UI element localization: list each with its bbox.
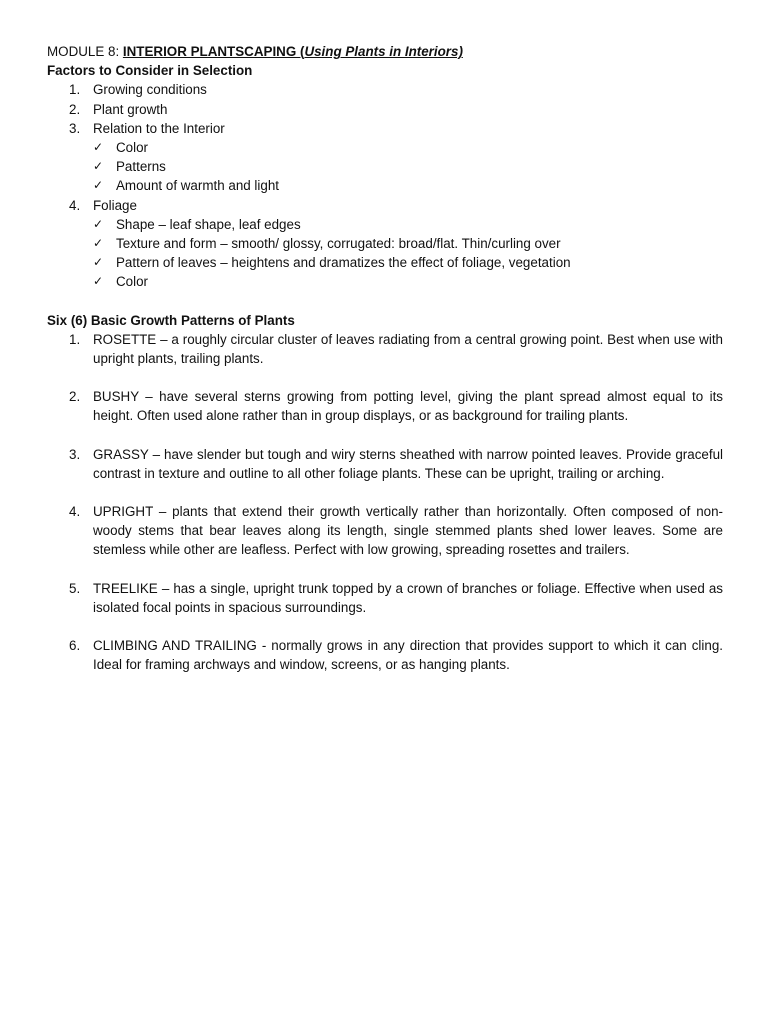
list-item [47, 579, 723, 617]
check-item-text: Color [116, 274, 148, 290]
factors-heading: Factors to Consider in Selection [47, 63, 253, 79]
check-item [47, 138, 723, 157]
list-item-text: CLIMBING AND TRAILING - normally grows in any direction that provides support to which it can cling. Ideal for framing archways and window, screens, or as hanging plants. [93, 638, 723, 673]
check-item [47, 253, 723, 272]
list-item-text: GRASSY – have slender but tough and wiry sterns sheathed with narrow pointed leaves. Provide graceful contrast in texture and outline to all other foliage plants. These can be upright, trailing or arching. [93, 446, 723, 481]
list-number: 3. [69, 446, 81, 462]
list-item [47, 330, 723, 368]
checkmark-icon: ✓ [93, 236, 104, 251]
list-item [47, 445, 723, 483]
growth-heading: Six (6) Basic Growth Patterns of Plants [47, 312, 295, 328]
list-number: 4. [69, 504, 81, 520]
list-item-text: BUSHY – have several sterns growing from potting level, giving the plant spread almost equal to its height. Often used alone rather than in group displays, or as background for trailing plants. [93, 389, 723, 424]
module-title-italic: Using Plants in Interiors) [304, 44, 463, 59]
module-title-line [47, 42, 723, 61]
checkmark-icon: ✓ [93, 255, 104, 270]
checkmark-icon: ✓ [93, 274, 104, 289]
list-number: 5. [69, 580, 81, 596]
list-item [47, 196, 723, 215]
list-item-text: Growing conditions [93, 82, 207, 98]
check-item-text: Amount of warmth and light [116, 178, 280, 194]
check-item-text: Texture and form – smooth/ glossy, corrugated: broad/flat. Thin/curling over [116, 236, 561, 252]
list-item [47, 502, 723, 560]
list-item-text: Foliage [93, 197, 137, 213]
list-item [47, 119, 723, 138]
list-item-text: ROSETTE – a roughly circular cluster of leaves radiating from a central growing point. Best when use with upright plants, trailing plants. [93, 331, 723, 367]
checkmark-icon: ✓ [93, 178, 104, 193]
checkmark-icon: ✓ [93, 159, 104, 174]
check-item-text: Patterns [116, 159, 166, 175]
checkmark-icon: ✓ [93, 216, 104, 231]
list-item [47, 387, 723, 425]
check-item-text: Pattern of leaves – heightens and dramatizes the effect of foliage, vegetation [116, 255, 571, 271]
list-number: 4. [69, 197, 81, 213]
list-item-text: UPRIGHT – plants that extend their growth vertically rather than horizontally. Often composed of non-woody stems that bear leaves along its length, single stemmed plants shed lower leaves. Some are stemless while other are leafless. Perfect with low growing, spreading rosettes and trailers. [93, 504, 723, 558]
check-item [47, 234, 723, 253]
checkmark-icon: ✓ [93, 140, 104, 155]
module-title-main: INTERIOR PLANTSCAPING ( [122, 44, 305, 59]
check-item-text: Shape – leaf shape, leaf edges [116, 216, 301, 232]
list-item [47, 636, 723, 674]
check-item-text: Color [116, 140, 148, 156]
check-item [47, 176, 723, 195]
document-page [47, 42, 723, 674]
module-prefix: MODULE 8: [47, 44, 123, 59]
list-item [47, 80, 723, 99]
list-number: 2. [69, 101, 81, 117]
list-item-text: Plant growth [93, 101, 168, 117]
check-item [47, 157, 723, 176]
list-number: 2. [69, 389, 81, 405]
list-item-text: Relation to the Interior [93, 120, 225, 136]
list-number: 6. [69, 638, 81, 654]
list-number: 3. [69, 120, 81, 136]
list-number: 1. [69, 331, 81, 347]
list-item [47, 100, 723, 119]
list-number: 1. [69, 82, 81, 98]
list-item-text: TREELIKE – has a single, upright trunk topped by a crown of branches or foliage. Effective when used as isolated focal points in spacious surroundings. [93, 580, 723, 615]
check-item [47, 215, 723, 234]
check-item [47, 272, 723, 291]
